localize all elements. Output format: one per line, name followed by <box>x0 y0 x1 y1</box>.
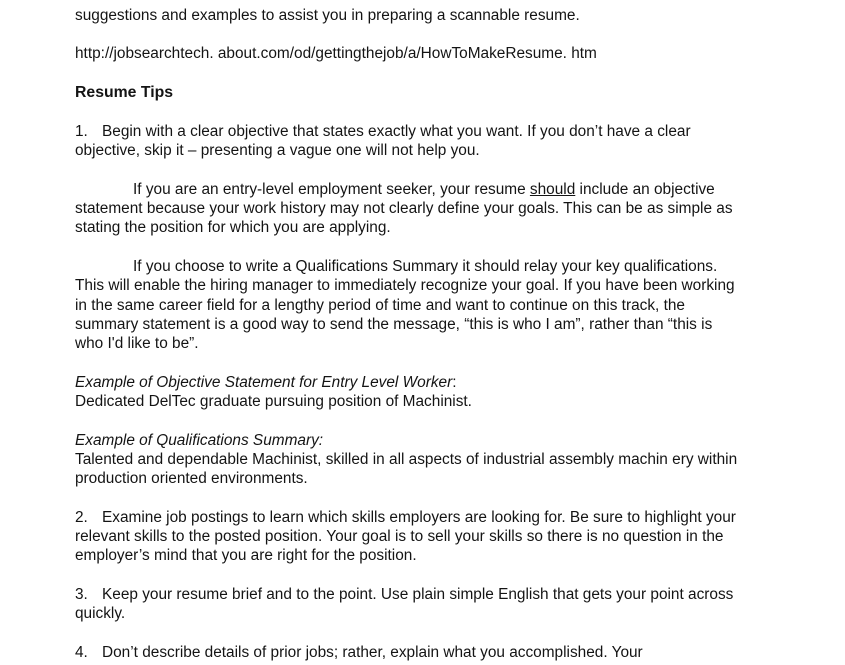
tip-2-line-2: relevant skills to the posted position. Your goal is to sell your skills so there is no question in the <box>75 528 724 545</box>
entry-level-line-2: statement because your work history may not clearly define your goals. This can be as simple as <box>75 200 733 217</box>
qualifications-line-1: If you choose to write a Qualifications Summary it should relay your key qualifications. <box>133 258 718 275</box>
tip-number: 1. <box>75 123 88 140</box>
qualifications-line-3: in the same career field for a lengthy period of time and want to continue on this track, the <box>75 297 685 314</box>
tip-4-line-1: 4. Don’t describe details of prior jobs; rather, explain what you accomplished. Your <box>75 644 643 661</box>
qualifications-line-2: This will enable the hiring manager to immediately recognize your goal. If you have been working <box>75 277 735 294</box>
entry-level-line-3: stating the position for which you are applying. <box>75 219 391 236</box>
tip-number: 4. <box>75 644 88 661</box>
source-url: http://jobsearchtech. about.com/od/gettingthejob/a/HowToMakeResume. htm <box>75 45 597 62</box>
section-heading: Resume Tips <box>75 84 174 101</box>
tip-1-line-1: 1. Begin with a clear objective that states exactly what you want. If you don’t have a clear <box>75 123 691 140</box>
qualifications-line-5: who I'd like to be”. <box>75 335 199 352</box>
tip-1-line-2: objective, skip it – presenting a vague one will not help you. <box>75 142 480 159</box>
example-objective-label: Example of Objective Statement for Entry Level Worker: <box>75 374 457 391</box>
tip-2-line-3: employer’s mind that you are right for the position. <box>75 547 417 564</box>
tip-2-line-1: 2. Examine job postings to learn which skills employers are looking for. Be sure to highlight your <box>75 509 736 526</box>
tip-number: 3. <box>75 586 88 603</box>
tip-number: 2. <box>75 509 88 526</box>
tip-3-line-1: 3. Keep your resume brief and to the point. Use plain simple English that gets your point across <box>75 586 734 603</box>
example-summary-label: Example of Qualifications Summary: <box>75 432 324 449</box>
intro-text: suggestions and examples to assist you in preparing a scannable resume. <box>75 7 580 24</box>
qualifications-line-4: summary statement is a good way to send the message, “this is who I am”, rather than “this is <box>75 316 713 333</box>
example-objective-text: Dedicated DelTec graduate pursuing position of Machinist. <box>75 393 472 410</box>
example-summary-line-2: production oriented environments. <box>75 470 308 487</box>
tip-3-line-2: quickly. <box>75 605 126 622</box>
example-summary-line-1: Talented and dependable Machinist, skilled in all aspects of industrial assembly machin ery within <box>75 451 738 468</box>
emphasis-should: should <box>529 181 576 198</box>
entry-level-line-1: If you are an entry-level employment seeker, your resume should include an objective <box>133 181 715 198</box>
